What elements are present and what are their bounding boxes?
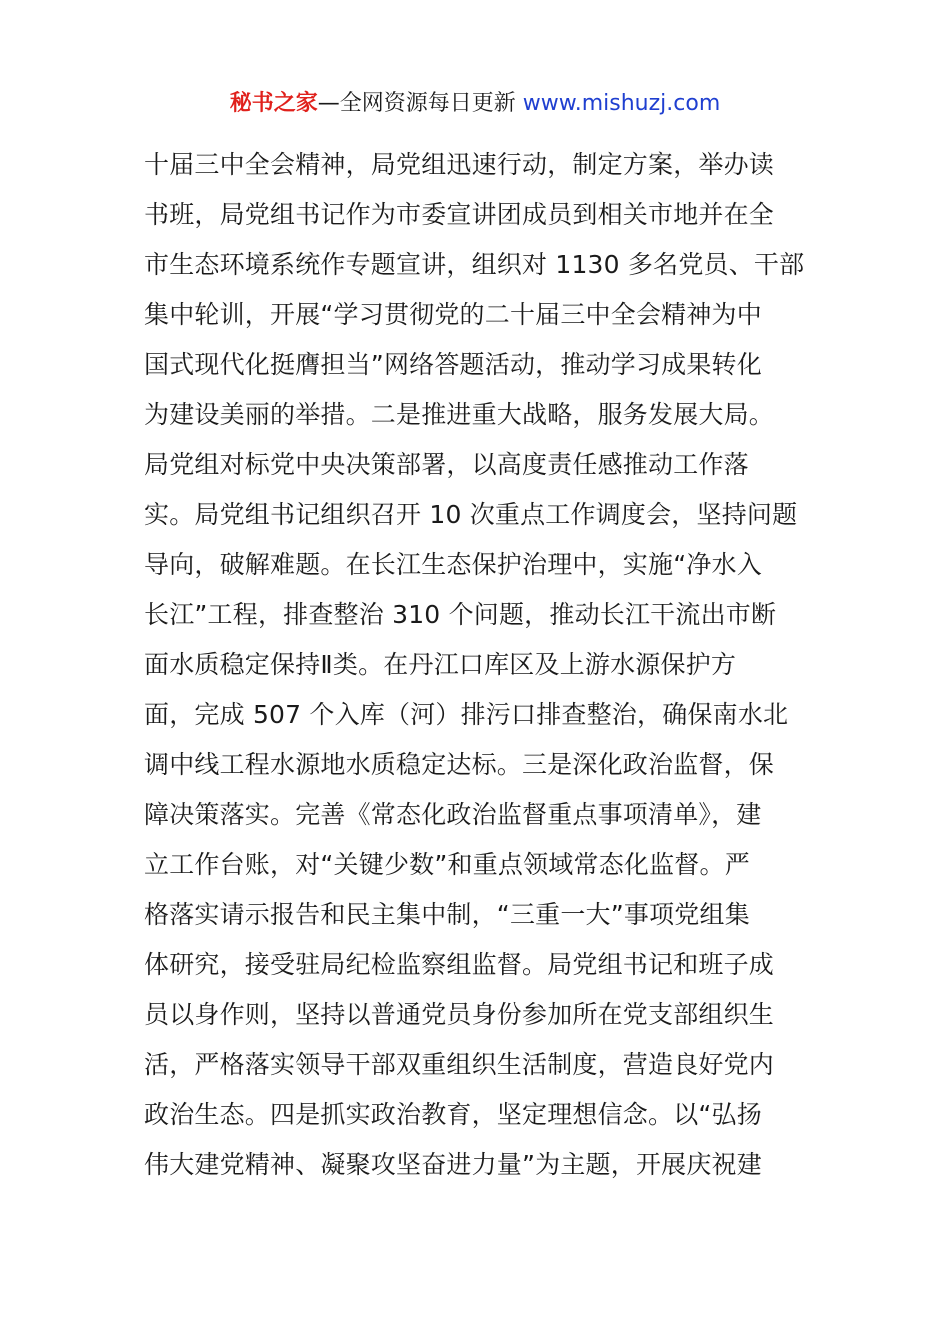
- text-line: 导向，破解难题。在长江生态保护治理中，实施“净水入: [144, 550, 762, 579]
- text-line: 实。局党组书记组织召开 10 次重点工作调度会，坚持问题: [144, 500, 798, 529]
- text-line: 国式现代化挺膺担当”网络答题活动，推动学习成果转化: [144, 350, 762, 379]
- site-brand: 秘书之家: [229, 91, 318, 116]
- text-line: 为建设美丽的举措。二是推进重大战略，服务发展大局。: [144, 400, 775, 429]
- text-line: 调中线工程水源地水质稳定达标。三是深化政治监督，保: [144, 750, 775, 779]
- text-line: 书班，局党组书记作为市委宣讲团成员到相关市地并在全: [144, 200, 775, 229]
- text-line: 活，严格落实领导干部双重组织生活制度，营造良好党内: [144, 1050, 775, 1079]
- text-line: 员以身作则，坚持以普通党员身份参加所在党支部组织生: [144, 1000, 775, 1029]
- site-tagline: —全网资源每日更新: [317, 91, 523, 116]
- text-line: 集中轮训，开展“学习贯彻党的二十届三中全会精神为中: [144, 300, 762, 329]
- text-line: 局党组对标党中央决策部署，以高度责任感推动工作落: [144, 450, 749, 479]
- text-line: 十届三中全会精神，局党组迅速行动，制定方案，举办读: [144, 150, 775, 179]
- text-line: 体研究，接受驻局纪检监察组监督。局党组书记和班子成: [144, 950, 775, 979]
- text-line: 立工作台账，对“关键少数”和重点领域常态化监督。严: [144, 850, 750, 879]
- text-line: 政治生态。四是抓实政治教育，坚定理想信念。以“弘扬: [144, 1100, 762, 1129]
- text-line: 长江”工程，排查整治 310 个问题，推动长江干流出市断: [144, 600, 777, 629]
- text-line: 障决策落实。完善《常态化政治监督重点事项清单》，建: [144, 800, 762, 829]
- text-line: 伟大建党精神、凝聚攻坚奋进力量”为主题，开展庆祝建: [144, 1150, 762, 1179]
- text-line: 市生态环境系统作专题宣讲，组织对 1130 多名党员、干部: [144, 250, 805, 279]
- text-line: 面，完成 507 个入库（河）排污口排查整治，确保南水北: [144, 700, 789, 729]
- site-url-link[interactable]: www.mishuzj.com: [522, 91, 721, 116]
- text-line: 格落实请示报告和民主集中制，“三重一大”事项党组集: [144, 900, 750, 929]
- document-body: [144, 145, 824, 1195]
- site-header: [0, 88, 950, 120]
- text-line: 面水质稳定保持Ⅱ类。在丹江口库区及上游水源保护方: [144, 650, 737, 679]
